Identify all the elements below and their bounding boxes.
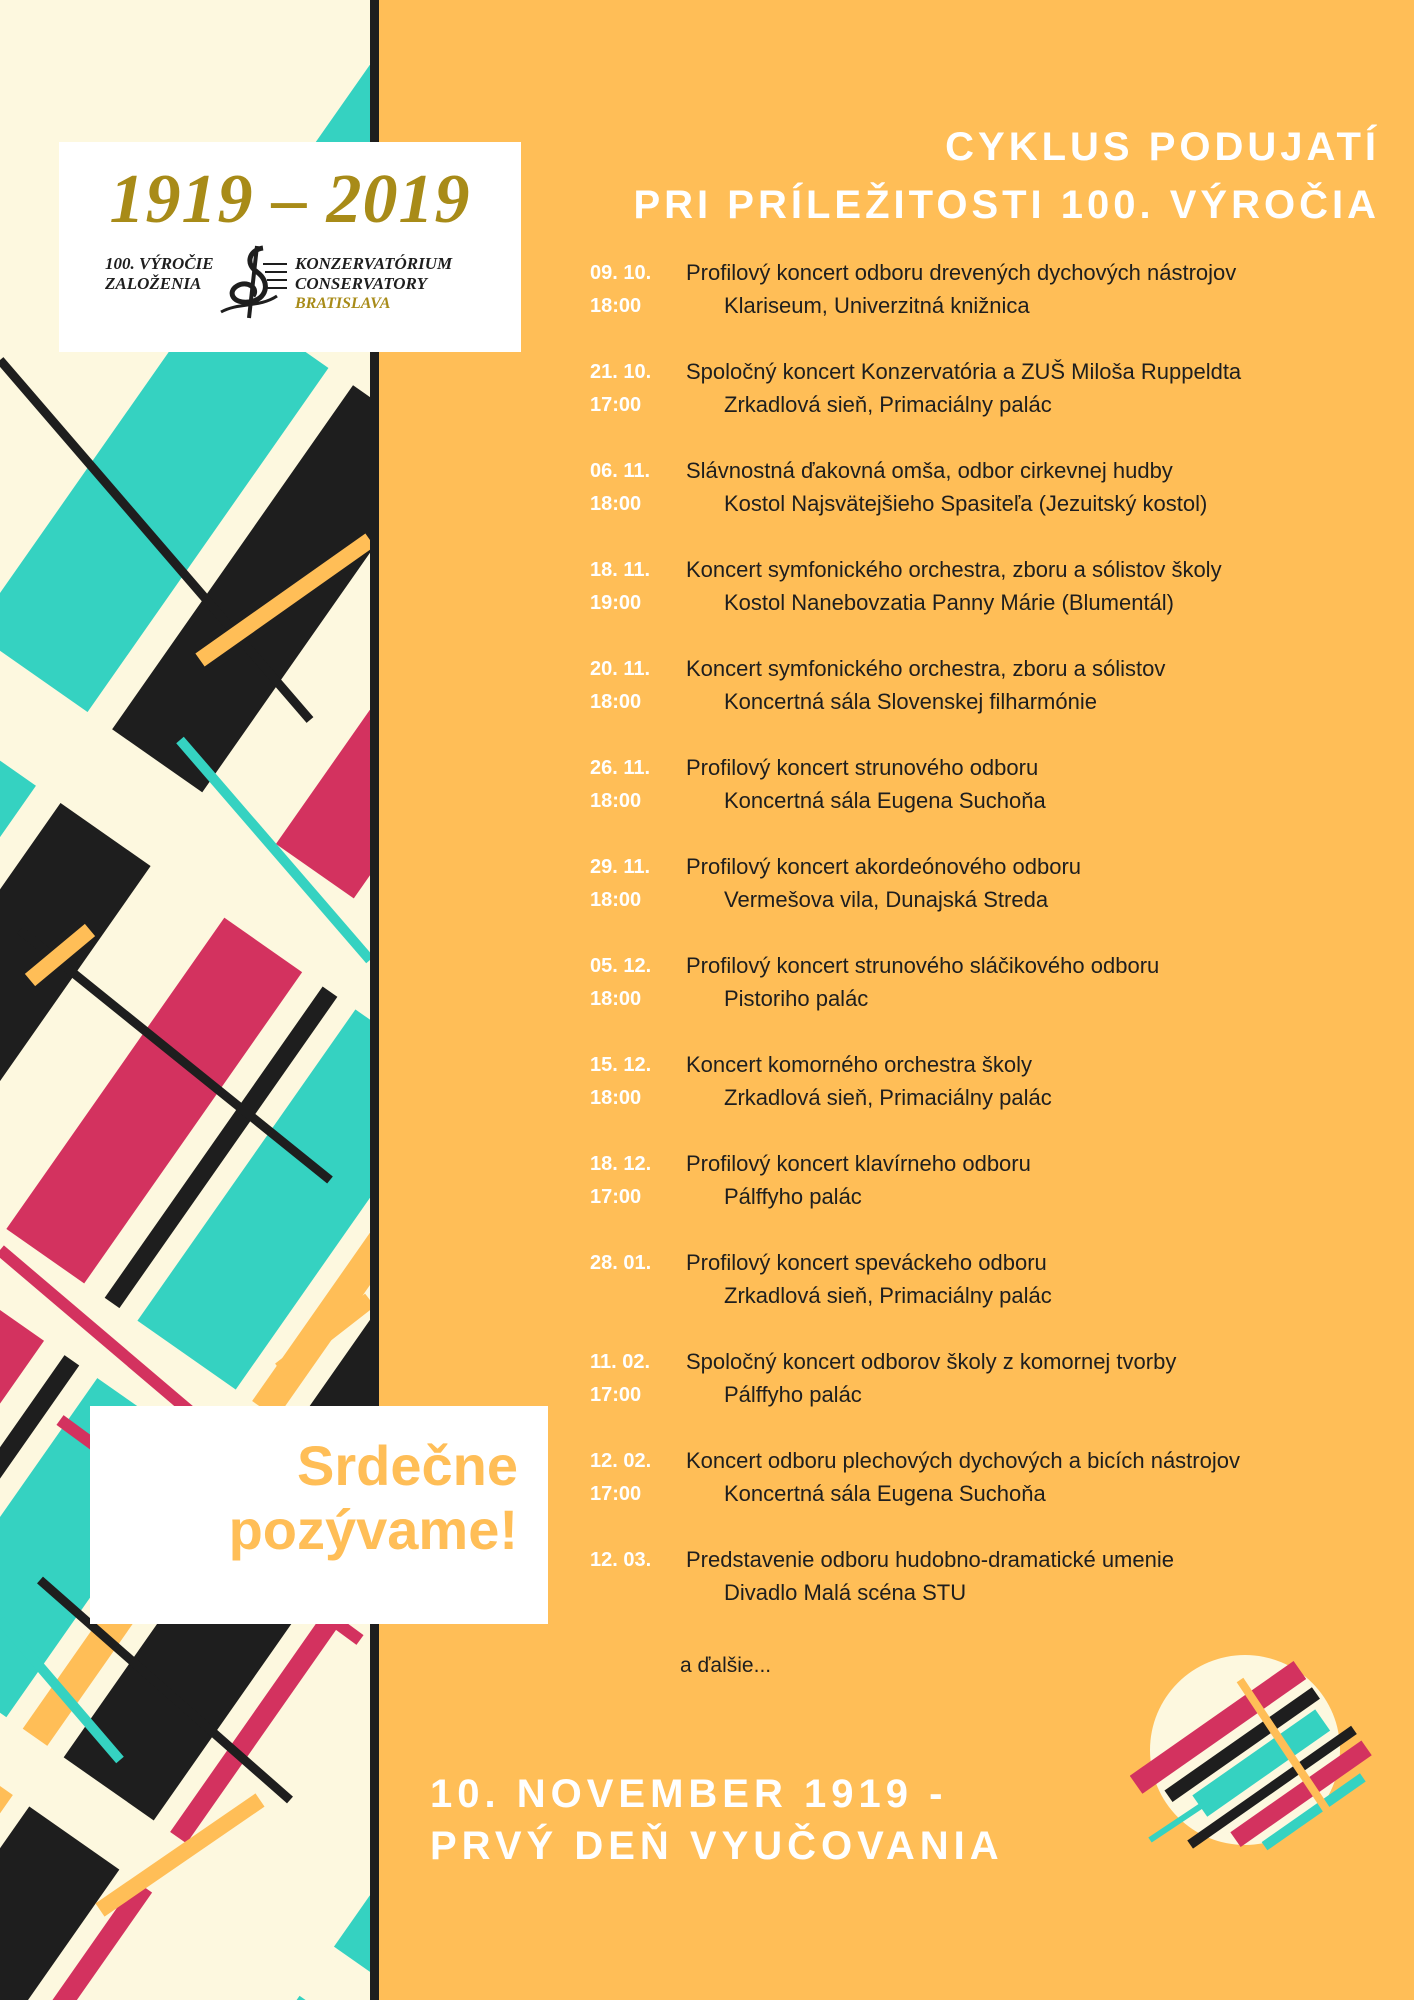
event-venue: Koncertná sála Eugena Suchoňa (724, 788, 1046, 813)
event-time: 17:00 (590, 394, 642, 416)
event-title: Profilový koncert speváckeho odboru (686, 1250, 1047, 1275)
event-item (590, 1351, 1350, 1450)
event-title: Spoločný koncert odborov školy z komornej tvorby (686, 1349, 1177, 1374)
event-title: Profilový koncert akordeónového odboru (686, 854, 1082, 879)
logo (59, 142, 521, 352)
footer-line1: 10. NOVEMBER 1919 - (430, 1772, 948, 1816)
event-venue: Klariseum, Univerzitná knižnica (724, 293, 1030, 318)
event-date: 26. 11. (590, 757, 651, 779)
event-date: 28. 01. (590, 1252, 652, 1274)
event-venue: Pistoriho palác (724, 986, 869, 1011)
event-time: 17:00 (590, 1483, 642, 1505)
event-item (590, 1549, 1350, 1648)
event-date: 21. 10. (590, 361, 652, 383)
invitation-line2: pozývame! (228, 1498, 518, 1561)
event-title: Koncert symfonického orchestra, zboru a sólistov (686, 656, 1166, 681)
event-time: 18:00 (590, 988, 642, 1010)
event-time: 18:00 (590, 790, 642, 812)
event-time: 18:00 (590, 691, 642, 713)
event-item (590, 658, 1350, 757)
page-title (520, 118, 1380, 234)
invitation-line1: Srdečne (297, 1434, 518, 1497)
event-item (590, 757, 1350, 856)
event-date: 29. 11. (590, 856, 651, 878)
event-title: Profilový koncert klavírneho odboru (686, 1151, 1031, 1176)
event-venue: Vermešova vila, Dunajská Streda (724, 887, 1049, 912)
event-venue: Zrkadlová sieň, Primaciálny palác (724, 392, 1052, 417)
event-title: Predstavenie odboru hudobno-dramatické umenie (686, 1547, 1174, 1572)
event-title: Koncert odboru plechových dychových a bicích nástrojov (686, 1448, 1240, 1473)
event-date: 15. 12. (590, 1054, 652, 1076)
logo-anniversary-line1: 100. VÝROČIE (105, 254, 214, 273)
event-time: 18:00 (590, 295, 642, 317)
title-line1: CYKLUS PODUJATÍ (945, 125, 1380, 169)
logo-anniversary-line2: ZALOŽENIA (105, 274, 202, 293)
event-venue: Koncertná sála Slovenskej filharmónie (724, 689, 1097, 714)
footer-text (430, 1768, 1004, 1872)
event-venue: Zrkadlová sieň, Primaciálny palác (724, 1085, 1052, 1110)
event-time: 17:00 (590, 1186, 642, 1208)
event-date: 06. 11. (590, 460, 651, 482)
event-item (590, 856, 1350, 955)
event-title: Slávnostná ďakovná omša, odbor cirkevnej hudby (686, 458, 1173, 483)
event-list (590, 262, 1350, 1648)
invitation-text (229, 1434, 518, 1562)
invitation-box (90, 1406, 548, 1624)
event-title: Koncert komorného orchestra školy (686, 1052, 1033, 1077)
event-venue: Kostol Najsvätejšieho Spasiteľa (Jezuitský kostol) (724, 491, 1208, 516)
logo-years: 1919 – 2019 (109, 161, 471, 238)
event-time: 18:00 (590, 1087, 642, 1109)
event-venue: Kostol Nanebovzatia Panny Márie (Blumentál) (724, 590, 1175, 615)
more-events-text: a ďalšie... (680, 1654, 772, 1677)
treble-clef-icon (219, 242, 289, 322)
event-item (590, 1450, 1350, 1549)
event-title: Profilový koncert strunového odboru (686, 755, 1039, 780)
event-date: 05. 12. (590, 955, 652, 977)
event-venue: Pálffyho palác (724, 1382, 862, 1407)
decorative-circle-graphic (1130, 1640, 1390, 1900)
title-line2: PRI PRÍLEŽITOSTI 100. VÝROČIA (633, 183, 1380, 227)
event-item (590, 262, 1350, 361)
event-time: 19:00 (590, 592, 642, 614)
event-date: 09. 10. (590, 262, 652, 284)
event-item (590, 460, 1350, 559)
logo-school-city: BRATISLAVA (295, 295, 391, 312)
logo-school-line1: KONZERVATÓRIUM (295, 254, 453, 273)
logo-school-line2: CONSERVATORY (295, 274, 427, 293)
event-item (590, 1054, 1350, 1153)
footer-line2: PRVÝ DEŇ VYUČOVANIA (430, 1824, 1004, 1868)
event-title: Profilový koncert strunového sláčikového odboru (686, 953, 1160, 978)
logo-school-text (295, 254, 452, 314)
event-date: 18. 11. (590, 559, 651, 581)
event-date: 20. 11. (590, 658, 651, 680)
event-date: 18. 12. (590, 1153, 652, 1175)
event-item (590, 955, 1350, 1054)
event-title: Profilový koncert odboru drevených dychových nástrojov (686, 260, 1237, 285)
event-title: Spoločný koncert Konzervatória a ZUŠ Miloša Ruppeldta (686, 359, 1242, 384)
event-item (590, 1153, 1350, 1252)
event-venue: Zrkadlová sieň, Primaciálny palác (724, 1283, 1052, 1308)
event-date: 12. 03. (590, 1549, 652, 1571)
event-date: 11. 02. (590, 1351, 651, 1373)
event-time: 17:00 (590, 1384, 642, 1406)
event-time: 18:00 (590, 889, 642, 911)
event-date: 12. 02. (590, 1450, 652, 1472)
event-title: Koncert symfonického orchestra, zboru a sólistov školy (686, 557, 1222, 582)
event-time: 18:00 (590, 493, 642, 515)
event-item (590, 559, 1350, 658)
event-venue: Pálffyho palác (724, 1184, 862, 1209)
event-venue: Koncertná sála Eugena Suchoňa (724, 1481, 1046, 1506)
event-venue: Divadlo Malá scéna STU (724, 1580, 967, 1605)
event-item (590, 1252, 1350, 1351)
event-item (590, 361, 1350, 460)
logo-anniversary-text (105, 254, 214, 294)
